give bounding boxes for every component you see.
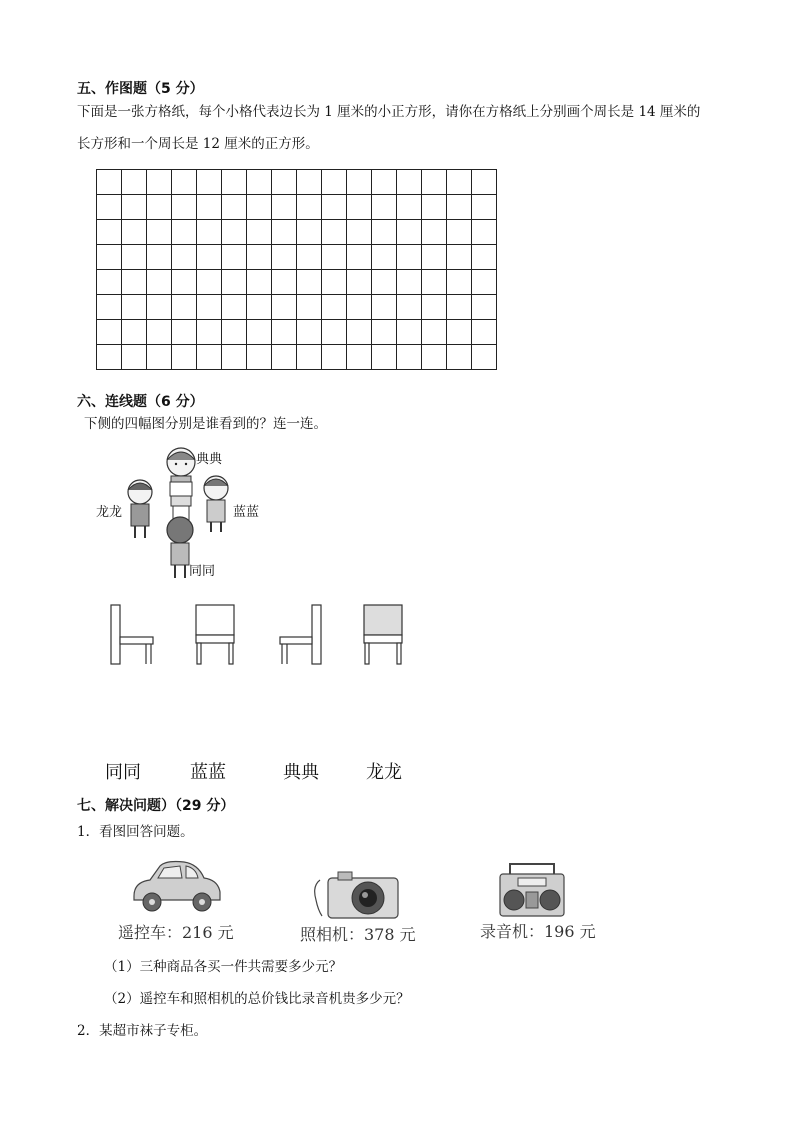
grid-cell[interactable] [272, 270, 297, 295]
grid-cell[interactable] [197, 295, 222, 320]
grid-cell[interactable] [222, 245, 247, 270]
grid-cell[interactable] [197, 220, 222, 245]
chair-view-3 [280, 605, 321, 664]
grid-cell[interactable] [297, 170, 322, 195]
grid-cell[interactable] [447, 220, 472, 245]
grid-row [97, 195, 497, 220]
grid-cell[interactable] [172, 295, 197, 320]
grid-cell[interactable] [122, 245, 147, 270]
grid-cell[interactable] [147, 220, 172, 245]
grid-cell[interactable] [197, 245, 222, 270]
grid-cell[interactable] [272, 295, 297, 320]
grid-cell[interactable] [347, 270, 372, 295]
child-name-left: 龙龙 [96, 505, 123, 520]
grid-cell[interactable] [472, 220, 497, 245]
grid-cell[interactable] [247, 195, 272, 220]
item-car-label: 遥控车：216 元 [118, 923, 234, 942]
grid-cell[interactable] [122, 170, 147, 195]
grid-cell[interactable] [147, 295, 172, 320]
grid-cell[interactable] [422, 195, 447, 220]
grid-cell[interactable] [172, 170, 197, 195]
grid-cell[interactable] [422, 220, 447, 245]
q1-sub2: （2）遥控车和照相机的总价钱比录音机贵多少元？ [104, 991, 410, 1007]
grid-cell[interactable] [97, 295, 122, 320]
child-name-top: 典典 [196, 452, 223, 467]
grid-cell[interactable] [347, 170, 372, 195]
q2-label: 2．某超市袜子专柜。 [77, 1023, 208, 1039]
bottom-name-1[interactable]: 同同 [105, 762, 141, 783]
grid-cell[interactable] [172, 195, 197, 220]
grid-cell[interactable] [372, 195, 397, 220]
grid-cell[interactable] [422, 295, 447, 320]
grid-cell[interactable] [122, 220, 147, 245]
grid-cell[interactable] [422, 320, 447, 345]
grid-cell[interactable] [97, 270, 122, 295]
child-right-figure [204, 476, 228, 532]
grid-cell[interactable] [147, 345, 172, 370]
grid-cell[interactable] [222, 170, 247, 195]
grid-cell[interactable] [397, 320, 422, 345]
grid-cell[interactable] [272, 170, 297, 195]
grid-cell[interactable] [347, 195, 372, 220]
grid-cell[interactable] [222, 270, 247, 295]
grid-cell[interactable] [322, 245, 347, 270]
grid-cell[interactable] [322, 195, 347, 220]
bottom-name-4[interactable]: 龙龙 [366, 762, 402, 783]
camera-icon [310, 866, 402, 922]
grid-cell[interactable] [297, 195, 322, 220]
section5-title: 五、作图题（5 分） [77, 81, 204, 97]
grid-cell[interactable] [397, 245, 422, 270]
grid-cell[interactable] [222, 295, 247, 320]
grid-cell[interactable] [372, 270, 397, 295]
grid-cell[interactable] [272, 220, 297, 245]
grid-cell[interactable] [447, 270, 472, 295]
grid-cell[interactable] [347, 345, 372, 370]
grid-cell[interactable] [97, 345, 122, 370]
grid-cell[interactable] [247, 170, 272, 195]
grid-cell[interactable] [222, 195, 247, 220]
grid-cell[interactable] [247, 320, 272, 345]
grid-cell[interactable] [447, 245, 472, 270]
grid-cell[interactable] [372, 220, 397, 245]
item-radio-label: 录音机：196 元 [480, 922, 596, 941]
grid-cell[interactable] [122, 270, 147, 295]
grid-cell[interactable] [297, 345, 322, 370]
grid-cell[interactable] [397, 270, 422, 295]
grid-paper[interactable] [96, 169, 497, 370]
grid-cell[interactable] [172, 245, 197, 270]
grid-cell[interactable] [297, 320, 322, 345]
grid-cell[interactable] [197, 195, 222, 220]
grid-cell[interactable] [472, 170, 497, 195]
grid-cell[interactable] [197, 320, 222, 345]
toy-car-icon [128, 858, 224, 916]
grid-cell[interactable] [297, 220, 322, 245]
grid-row [97, 245, 497, 270]
section6-title: 六、连线题（6 分） [77, 394, 204, 410]
grid-cell[interactable] [372, 245, 397, 270]
grid-cell[interactable] [172, 320, 197, 345]
grid-cell[interactable] [397, 220, 422, 245]
grid-cell[interactable] [472, 345, 497, 370]
grid-cell[interactable] [247, 270, 272, 295]
grid-cell[interactable] [222, 220, 247, 245]
grid-row [97, 270, 497, 295]
grid-cell[interactable] [297, 270, 322, 295]
grid-row [97, 220, 497, 245]
grid-cell[interactable] [397, 295, 422, 320]
chair-view-1 [111, 605, 153, 664]
grid-cell[interactable] [397, 195, 422, 220]
grid-cell[interactable] [322, 220, 347, 245]
grid-cell[interactable] [247, 295, 272, 320]
grid-cell[interactable] [172, 345, 197, 370]
grid-cell[interactable] [322, 295, 347, 320]
grid-cell[interactable] [147, 320, 172, 345]
grid-cell[interactable] [172, 270, 197, 295]
grid-cell[interactable] [97, 320, 122, 345]
child-left-figure [128, 480, 152, 538]
grid-cell[interactable] [372, 170, 397, 195]
grid-cell[interactable] [447, 320, 472, 345]
grid-cell[interactable] [372, 345, 397, 370]
grid-cell[interactable] [372, 295, 397, 320]
grid-cell[interactable] [447, 345, 472, 370]
grid-row [97, 320, 497, 345]
grid-cell[interactable] [472, 295, 497, 320]
grid-cell[interactable] [472, 195, 497, 220]
grid-cell[interactable] [97, 220, 122, 245]
grid-cell[interactable] [397, 345, 422, 370]
item-camera-label: 照相机：378 元 [300, 925, 416, 944]
grid-cell[interactable] [272, 345, 297, 370]
grid-cell[interactable] [172, 220, 197, 245]
grid-cell[interactable] [397, 170, 422, 195]
grid-cell[interactable] [247, 345, 272, 370]
grid-cell[interactable] [197, 270, 222, 295]
grid-row [97, 295, 497, 320]
q1-label: 1．看图回答问题。 [77, 824, 194, 840]
child-name-bottom: 同同 [189, 564, 216, 579]
grid-cell[interactable] [272, 195, 297, 220]
section6-instruction: 下侧的四幅图分别是谁看到的？连一连。 [84, 416, 327, 432]
grid-cell[interactable] [222, 345, 247, 370]
grid-cell[interactable] [97, 170, 122, 195]
grid-cell[interactable] [422, 245, 447, 270]
grid-cell[interactable] [322, 270, 347, 295]
section5-line2: 长方形和一个周长是 12 厘米的正方形。 [77, 136, 319, 152]
grid-cell[interactable] [122, 195, 147, 220]
bottom-name-3[interactable]: 典典 [283, 762, 319, 783]
grid-cell[interactable] [222, 320, 247, 345]
chair-views [100, 600, 420, 670]
grid-cell[interactable] [347, 320, 372, 345]
grid-cell[interactable] [347, 295, 372, 320]
grid-cell[interactable] [297, 295, 322, 320]
grid-cell[interactable] [272, 245, 297, 270]
grid-row [97, 345, 497, 370]
grid-cell[interactable] [147, 245, 172, 270]
grid-cell[interactable] [322, 170, 347, 195]
grid-cell[interactable] [247, 220, 272, 245]
grid-cell[interactable] [472, 320, 497, 345]
grid-cell[interactable] [447, 295, 472, 320]
grid-cell[interactable] [447, 195, 472, 220]
grid-cell[interactable] [147, 270, 172, 295]
grid-cell[interactable] [97, 195, 122, 220]
radio-icon [496, 860, 568, 920]
q1-sub1: （1）三种商品各买一件共需要多少元？ [104, 959, 343, 975]
grid-cell[interactable] [122, 345, 147, 370]
grid-cell[interactable] [197, 345, 222, 370]
section7-title: 七、解决问题）（29 分） [77, 798, 235, 814]
chair-view-2 [196, 605, 234, 664]
grid-cell[interactable] [197, 170, 222, 195]
grid-cell[interactable] [322, 320, 347, 345]
grid-cell[interactable] [247, 245, 272, 270]
grid-cell[interactable] [472, 270, 497, 295]
grid-cell[interactable] [122, 295, 147, 320]
grid-cell[interactable] [347, 245, 372, 270]
grid-cell[interactable] [372, 320, 397, 345]
grid-cell[interactable] [422, 270, 447, 295]
grid-cell[interactable] [297, 245, 322, 270]
grid-cell[interactable] [97, 245, 122, 270]
grid-cell[interactable] [472, 245, 497, 270]
bottom-name-2[interactable]: 蓝蓝 [190, 762, 226, 783]
grid-table[interactable] [96, 169, 497, 370]
child-name-right: 蓝蓝 [233, 505, 260, 520]
section5-line1: 下面是一张方格纸，每个小格代表边长为 1 厘米的小正方形，请你在方格纸上分别画个周长是 14 厘米的 [77, 104, 701, 120]
grid-cell[interactable] [322, 345, 347, 370]
chair-view-4 [364, 605, 402, 664]
grid-cell[interactable] [147, 170, 172, 195]
grid-cell[interactable] [347, 220, 372, 245]
grid-cell[interactable] [122, 320, 147, 345]
grid-cell[interactable] [147, 195, 172, 220]
grid-row [97, 170, 497, 195]
grid-cell[interactable] [447, 170, 472, 195]
grid-cell[interactable] [422, 170, 447, 195]
chair-center [170, 482, 192, 520]
grid-cell[interactable] [272, 320, 297, 345]
grid-cell[interactable] [422, 345, 447, 370]
